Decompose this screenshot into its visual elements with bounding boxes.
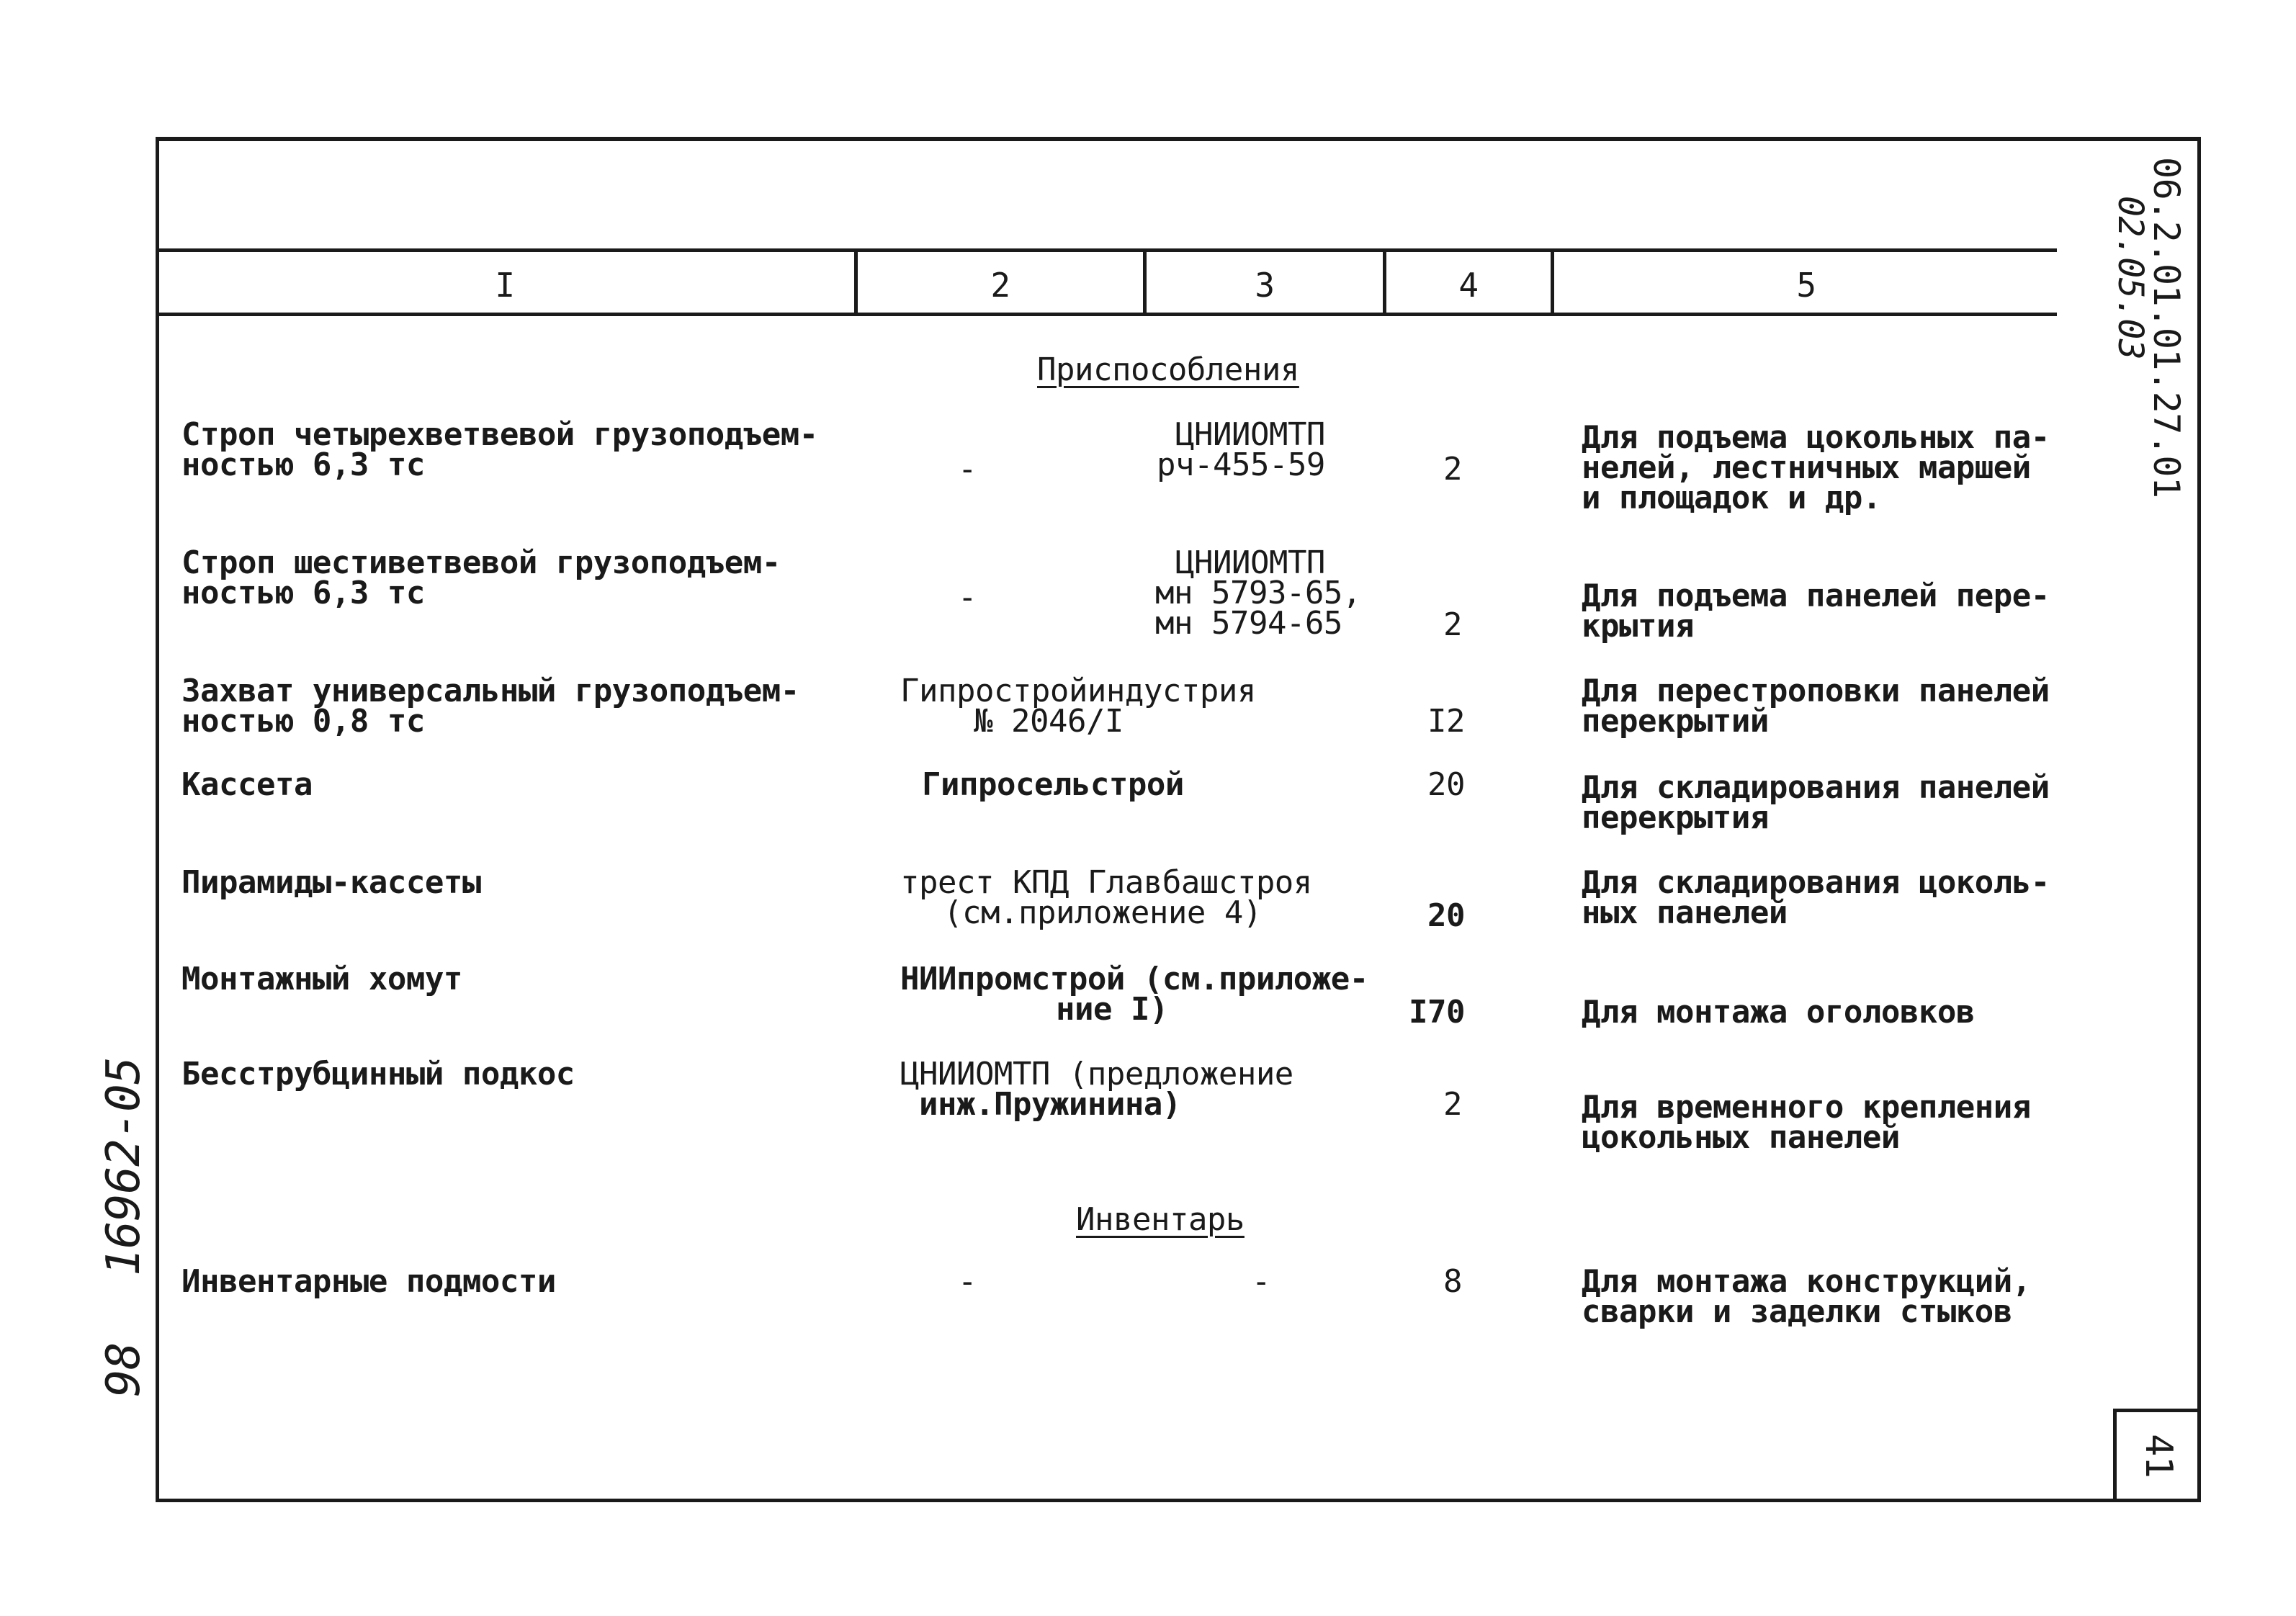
row-5-name: Пирамиды-кассеты: [181, 864, 481, 901]
row-2-col2: -: [958, 579, 977, 616]
column-header-5: 5: [1796, 266, 1816, 305]
row-8-col2: -: [958, 1263, 977, 1300]
column-header-2: 2: [990, 266, 1010, 305]
row-2-col3-line-1: ЦНИИОМТП: [1175, 544, 1325, 581]
row-7-name: Бесструбцинный подкос: [181, 1056, 575, 1092]
row-2-col3-line-2: мн 5793-65,: [1155, 575, 1361, 611]
column-header-4: 4: [1458, 266, 1479, 305]
archive-number: 16962-05: [97, 1056, 151, 1276]
row-3-purpose-line-2: перекрытий: [1582, 703, 1769, 740]
row-7-col2-line-1: ЦНИИОМТП (предложение: [900, 1056, 1293, 1092]
row-3-purpose-line-1: Для перестроповки панелей: [1582, 673, 2050, 709]
row-1-col3-line-1: ЦНИИОМТП: [1175, 416, 1325, 453]
row-1-name-line-2: ностью 6,3 тс: [181, 446, 425, 483]
row-1-purpose-line-1: Для подъема цокольных па-: [1582, 419, 2050, 456]
page-number-box: [2113, 1409, 2198, 1499]
row-2-col3-line-3: мн 5794-65: [1155, 605, 1342, 642]
row-2-purpose-line-1: Для подъема панелей пере-: [1582, 578, 2050, 614]
row-6-col2-line-2: ние I): [1056, 991, 1168, 1028]
column-header-3: 3: [1255, 266, 1275, 305]
row-1-name-line-1: Строп четырехветвевой грузоподъем-: [181, 416, 818, 453]
row-5-qty: 20: [1427, 897, 1465, 934]
row-2-purpose-line-2: крытия: [1582, 608, 1694, 645]
archive-sheet: 98: [97, 1342, 151, 1397]
section-title-inventory: Инвентарь: [1076, 1201, 1245, 1238]
page-number: 41: [2137, 1434, 2180, 1478]
row-7-purpose-line-1: Для временного крепления: [1582, 1089, 2031, 1126]
row-5-col2-line-1: трест КПД Главбашстроя: [900, 864, 1312, 901]
row-8-qty: 8: [1443, 1263, 1462, 1300]
row-2-qty: 2: [1443, 606, 1462, 643]
row-6-col2-line-1: НИИпромстрой (см.приложе-: [900, 961, 1368, 997]
row-5-col2-line-2: (см.приложение 4): [943, 894, 1262, 931]
row-8-purpose-line-1: Для монтажа конструкций,: [1582, 1263, 2031, 1300]
row-4-qty: 20: [1427, 766, 1465, 803]
row-3-col2-line-1: Гипростройиндустрия: [900, 673, 1256, 709]
row-4-col2: Гипросельстрой: [922, 766, 1184, 803]
column-header-1: I: [495, 266, 515, 305]
row-6-name: Монтажный хомут: [181, 961, 462, 997]
row-6-qty: I70: [1409, 994, 1465, 1031]
row-5-purpose-line-1: Для складирования цоколь-: [1582, 864, 2050, 901]
section-title-fixtures: Приспособления: [1037, 351, 1299, 388]
document-code-2: 02.05.03: [2110, 196, 2151, 360]
row-1-qty: 2: [1443, 451, 1462, 488]
row-3-name-line-2: ностью 0,8 тс: [181, 703, 425, 740]
document-code-1: 06.2.01.01.27.01: [2145, 157, 2187, 498]
row-7-col2-line-2: инж.Пружинина): [919, 1086, 1181, 1123]
row-1-col3-line-2: рч-455-59: [1157, 446, 1325, 483]
row-3-col2-line-2: № 2046/I: [974, 703, 1124, 740]
row-6-purpose: Для монтажа оголовков: [1582, 994, 1975, 1031]
row-1-purpose-line-3: и площадок и др.: [1582, 480, 1881, 516]
row-2-name-line-1: Строп шестиветвевой грузоподъем-: [181, 544, 781, 581]
header-top-rule: [156, 248, 2057, 252]
row-4-name: Кассета: [181, 766, 313, 803]
row-2-name-line-2: ностью 6,3 тс: [181, 575, 425, 611]
row-8-name: Инвентарные подмости: [181, 1263, 556, 1300]
row-7-purpose-line-2: цокольных панелей: [1582, 1119, 1900, 1156]
row-8-col3: -: [1252, 1263, 1270, 1300]
row-1-purpose-line-2: нелей, лестничных маршей: [1582, 449, 2031, 486]
row-4-purpose-line-2: перекрытия: [1582, 799, 1769, 836]
row-5-purpose-line-2: ных панелей: [1582, 894, 1788, 931]
row-1-col2: -: [958, 451, 977, 488]
header-bottom-rule: [156, 313, 2057, 316]
row-8-purpose-line-2: сварки и заделки стыков: [1582, 1293, 2012, 1330]
row-4-purpose-line-1: Для складирования панелей: [1582, 769, 2050, 806]
row-3-name-line-1: Захват универсальный грузоподъем-: [181, 673, 799, 709]
row-3-qty: I2: [1427, 703, 1465, 740]
row-7-qty: 2: [1443, 1086, 1462, 1123]
